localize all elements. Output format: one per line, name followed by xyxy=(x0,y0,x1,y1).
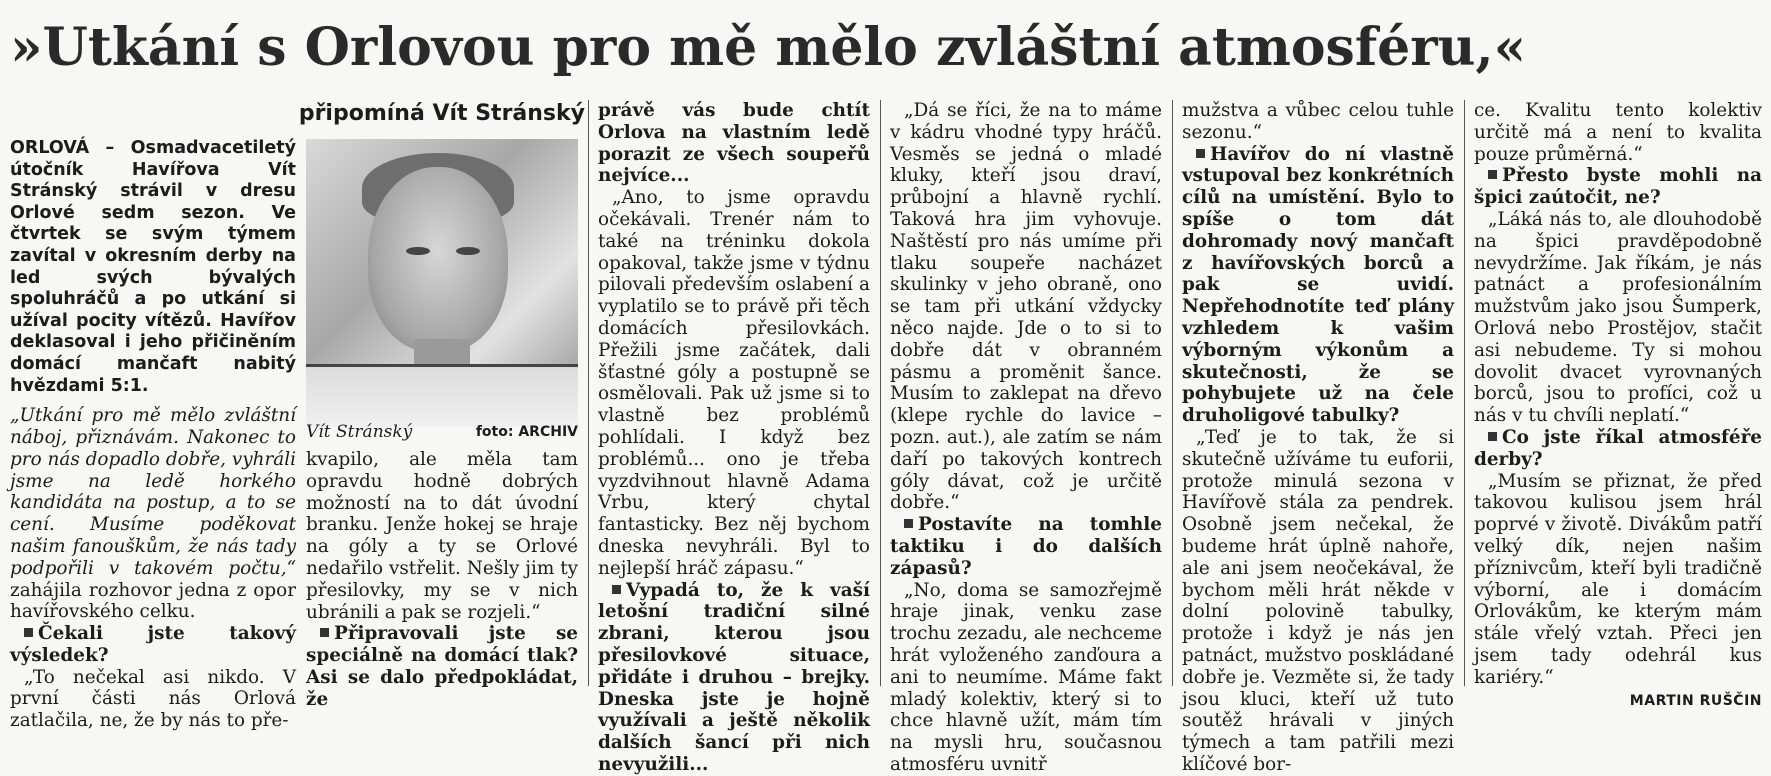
answer-4-continued: mužstva a vůbec celou tuhle sezonu.“ xyxy=(1182,100,1454,143)
question-6: Přesto byste mohli na špici zaútočit, ne? xyxy=(1474,165,1762,209)
question-4: Postavíte na tomhle taktiku i do dalších zápasů? xyxy=(890,514,1162,579)
bullet-square-icon xyxy=(1488,432,1497,441)
question-5: Havířov do ní vlastně vstupoval bez konkrétních cílů na umístění. Bylo to spíše o tom dát dohromady nový mančaft z havířovských borců a pak se uvidí. Nepřehodnotíte teď plány vzhledem k vašim výborným výkonům a skutečnosti, že se pohybujete už na čele druholigové tabulky? xyxy=(1182,143,1454,427)
column-2 xyxy=(306,449,578,710)
caption-name: Vít Stránský xyxy=(306,422,413,442)
photo-shirt xyxy=(306,364,578,427)
question-1: Čekali jste takový výsledek? xyxy=(10,623,296,666)
answer-4: „No, doma se samozřejmě hraje jinak, venku zase trochu zezadu, ale nechceme hrát vyloženého zanďoura a ani to neumíme. Máme fakt mladý kolektiv, který si to chce hlavně užít, mám tím na mysli hru, současnou atmosféru uvnitř xyxy=(890,579,1162,775)
question-7: Co jste říkal atmosféře derby? xyxy=(1474,426,1762,470)
column-1-body xyxy=(10,138,296,732)
column-rule xyxy=(1172,100,1173,686)
opening-quote-tail: zahájila rozhovor jedna z opor havířovského celku. xyxy=(10,579,296,623)
question-2-continued: právě vás bude chtít Orlova na vlastním ledě porazit ze všech soupeřů nejvíce... xyxy=(598,100,870,187)
column-6 xyxy=(1474,100,1762,709)
answer-1-continued: kvapilo, ale měla tam opravdu hodně dobrých možností na to dát úvodní branku. Jenže hokej se hraje na góly a ty se Orlové nedařilo vstřelit. Nešly jim ty přesilovky, my se v nich ubránili a pak se rozjeli.“ xyxy=(306,449,578,623)
article-intro: ORLOVÁ – Osmadvacetiletý útočník Havířova Vít Stránský strávil v dresu Orlové sedm sezon. Ve čtvrtek se svým týmem zavítal v okresním derby na led svých bývalých spoluhráčů a po utkání si užíval pocity vítězů. Havířov deklasoval i jeho přičiněním domácí mančaft nabitý hvězdami 5:1. xyxy=(10,138,296,396)
column-5 xyxy=(1182,100,1454,775)
column-4 xyxy=(890,100,1162,775)
quote-paragraph xyxy=(10,405,296,623)
column-rule xyxy=(588,100,589,686)
photo-eye-left xyxy=(406,247,430,255)
answer-5-continued: ce. Kvalitu tento kolektiv určitě má a není to kvalita pouze průměrná.“ xyxy=(1474,100,1762,165)
answer-5: „Teď je to tak, že si skutečně užíváme tu euforii, protože minulá sezona v Havířově stála za pendrek. Osobně jsem nečekal, že budeme hrát úplně nahoře, ale ani jsem neočekával, že bychom měli hrát někde v dolní polovině tabulky, protože i když je nás jen patnáct, mužstvo poskládané dobře je. Vezměte si, že tady jsou kluci, kteří už tuto soutěž hrávali v jiných týmech a tam patřili mezi klíčové bor- xyxy=(1182,426,1454,775)
photo-caption xyxy=(306,420,578,444)
bullet-square-icon xyxy=(1196,149,1205,158)
answer-1: „To nečekal asi nikdo. V první části nás Orlová zatlačila, ne, že by nás to pře- xyxy=(10,666,296,732)
question-2: Připravovali jste se speciálně na domácí tlak? Asi se dalo předpokládat, že xyxy=(306,623,578,710)
article-headline: »Utkání s Orlovou pro mě mělo zvláštní atmosféru,« xyxy=(10,17,1527,78)
answer-2: „Ano, to jsme opravdu očekávali. Trenér nám to také na tréninku dokola opakoval, takže jsme v týdnu pilovali především oslabení a vyplatilo se to právě při těch domácích přesilovkách. Přežili jsme začátek, dali šťastné góly a postupně se osmělovali. Pak už jsme si to vlastně bez problémů pohlídali. I když bez problémů... ono je třeba vyzdvihnout hlavně Adama Vrbu, který chytal fantasticky. Bez něj bychom dneska nevyhráli. Byl to nejlepší hráč zápasu.“ xyxy=(598,187,870,579)
bullet-square-icon xyxy=(904,519,913,528)
answer-6: „Láká nás to, ale dlouhodobě na špici pravděpodobně nevydržíme. Jak říkám, je nás patnáct a profesionálním mužstvům jako jsou Šumperk, Orlová nebo Prostějov, stačit asi nebudeme. Ty si mohou dovolit dvacet vyrovnaných borců, jsou to profíci, což u nás v tu chvíli neplatí.“ xyxy=(1474,208,1762,427)
article-subtitle: připomíná Vít Stránský xyxy=(298,101,585,126)
answer-7: „Musím se přiznat, že před takovou kulisou jsem hrál poprvé v životě. Divákům patří velký dík, nejen našim příznivcům, kteří byli tradičně výborní, ale i domácím Orlovákům, ke kterým mám stále vřelý vztah. Přeci jen jsem tady odehrál kus kariéry.“ xyxy=(1474,470,1762,688)
photo-eye-right xyxy=(456,247,480,255)
caption-credit: foto: ARCHIV xyxy=(475,424,578,440)
bullet-square-icon xyxy=(612,585,621,594)
player-photo xyxy=(306,139,578,417)
author-byline: MARTIN RUŠČIN xyxy=(1629,692,1762,709)
opening-quote: „Utkání pro mě mělo zvláštní náboj, přiznávám. Nakonec to pro nás dopadlo dobře, vyhráli jsme na ledě horkého kandidáta na postup, a to se cení. Musíme poděkovat našim fanouškům, že nás tady podpořili v takovém počtu,“ xyxy=(10,405,296,579)
photo-face xyxy=(368,167,508,352)
bullet-square-icon xyxy=(320,628,329,637)
question-3: Vypadá to, že k vaší letošní tradiční silné zbrani, kterou jsou přesilovkové situace, přidáte i druhou – brejky. Dneska jste je hojně využívali a ještě několik dalších šancí při nich nevyužili... xyxy=(598,579,870,775)
answer-3: „Dá se říci, že na to máme v kádru vhodné typy hráčů. Vesměs se jedná o mladé kluky, kteří jsou draví, průbojní a hlavně rychlí. Taková hra jim vyhovuje. Naštěstí pro nás umíme při tlaku soupeře nacházet skulinky v jeho obraně, ono se tam při utkání vždycky něco najde. Jde o to si to dobře dát v obranném pásmu a proměnit šance. Musím to zaklepat na dřevo (klepe rychle do lavice – pozn. aut.), ale zatím se nám daří po takových kontrech góly dávat, což je určitě dobře.“ xyxy=(890,100,1162,514)
bullet-square-icon xyxy=(24,628,33,637)
bullet-square-icon xyxy=(1488,170,1497,179)
column-3 xyxy=(598,100,870,775)
column-rule xyxy=(880,100,881,686)
column-rule xyxy=(1464,100,1465,686)
